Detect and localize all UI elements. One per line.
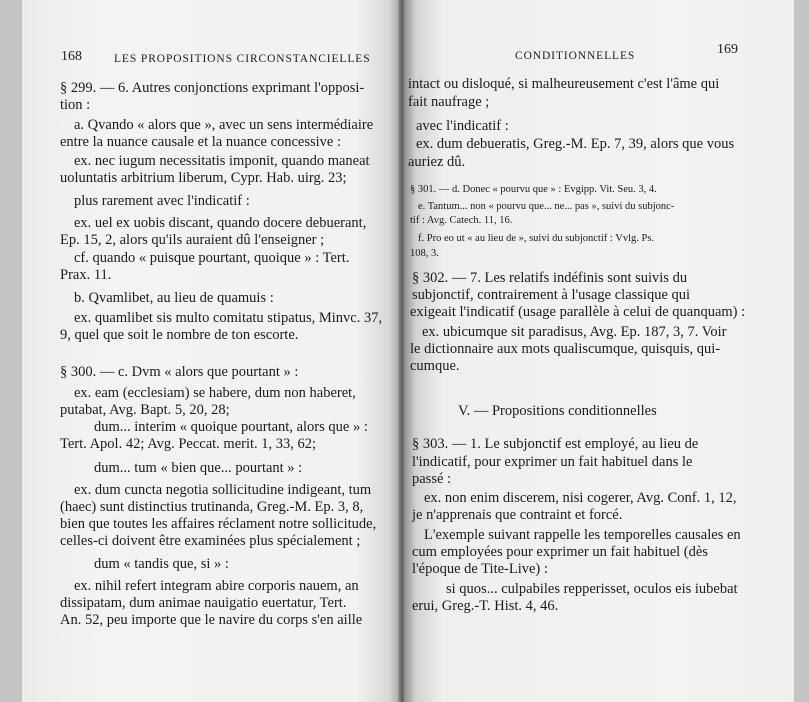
text-line: subjonctif, contrairement à l'usage classique qui — [412, 287, 691, 303]
text-line: cumque. — [410, 358, 460, 374]
left-page — [22, 0, 400, 702]
text-line: je n'apprenais que contraint et forcé. — [412, 507, 623, 523]
right-page — [404, 0, 794, 702]
text-line: ex. ubicumque sit paradisus, Avg. Ep. 187, 3, 7. Voir — [422, 324, 727, 340]
running-head: LES PROPOSITIONS CIRCONSTANCIELLES — [114, 53, 371, 65]
text-line: passé : — [412, 471, 452, 487]
text-line: fait naufrage ; — [408, 94, 490, 110]
text-line: b. Qvamlibet, au lieu de quamuis : — [74, 290, 274, 306]
footnote-line: 108, 3. — [410, 248, 439, 259]
text-line: ex. eam (ecclesiam) se habere, dum non haberet, — [74, 385, 356, 401]
text-line: ex. quamlibet sis multo comitatu stipatus, Minvc. 37, — [74, 310, 383, 326]
text-line: l'époque de Tite-Live) : — [412, 561, 548, 577]
text-line: L'exemple suivant rappelle les temporelles causales en — [424, 527, 741, 543]
footnote-line: f. Pro eo ut « au lieu de », suivi du subjonctif : Vvlg. Ps. — [418, 233, 655, 244]
text-line: ex. non enim discerem, nisi cogerer, Avg. Conf. 1, 12, — [424, 490, 737, 506]
text-line: cf. quando « puisque pourtant, quoique » : Tert. — [74, 250, 350, 266]
text-line: § 303. — 1. Le subjonctif est employé, au lieu de — [412, 436, 699, 452]
text-line: ex. dum debueratis, Greg.-M. Ep. 7, 39, alors que vous — [416, 136, 735, 152]
section-heading: V. — Propositions conditionnelles — [458, 403, 657, 419]
footnote-line: § 301. — d. Donec « pourvu que » : Evgipp. Vit. Seu. 3, 4. — [410, 184, 657, 195]
text-line: § 302. — 7. Les relatifs indéfinis sont suivis du — [412, 270, 688, 286]
text-line: dissipatam, dum animae nauigatio euertatur, Tert. — [60, 595, 347, 611]
text-line: Tert. Apol. 42; Avg. Peccat. merit. 1, 33, 62; — [60, 436, 317, 452]
text-line: cum employées pour exprimer un fait habituel (dès — [412, 544, 708, 560]
text-line: auriez dû. — [408, 154, 466, 170]
text-line: (haec) sunt distinctius trutinanda, Greg.-M. Ep. 3, 8, — [60, 499, 364, 515]
text-line: An. 52, peu importe que le navire du corps s'en aille — [60, 612, 363, 628]
text-line: si quos... culpabiles repperisset, oculos eis iubebat — [446, 581, 738, 597]
text-line: intact ou disloqué, si malheureusement c'est l'âme qui — [408, 76, 720, 92]
text-line: dum... tum « bien que... pourtant » : — [94, 460, 303, 476]
text-line: Prax. 11. — [60, 267, 112, 283]
footnote-line: e. Tantum... non « pourvu que... ne... pas », suivi du subjonc- — [418, 201, 675, 212]
text-line: entre la nuance causale et la nuance concessive : — [60, 134, 341, 150]
text-line: plus rarement avec l'indicatif : — [74, 193, 250, 209]
text-line: uoluntatis arbitrium liberum, Cypr. Hab. uirg. 23; — [60, 170, 347, 186]
footnote-line: tif : Avg. Catech. 11, 16. — [410, 215, 513, 226]
text-line: a. Qvando « alors que », avec un sens intermédiaire — [74, 117, 374, 133]
text-line: ex. nihil refert integram abire corporis nauem, an — [74, 578, 359, 594]
text-line: avec l'indicatif : — [416, 118, 509, 134]
text-line: erui, Greg.-T. Hist. 4, 46. — [412, 598, 559, 614]
text-line: 9, quel que soit le nombre de ton escorte. — [60, 327, 299, 343]
text-line: dum « tandis que, si » : — [94, 556, 229, 572]
text-line: Ep. 15, 2, alors qu'ils auraient dû l'enseigner ; — [60, 232, 325, 248]
text-line: § 300. — c. Dvm « alors que pourtant » : — [60, 364, 299, 380]
page-number: 168 — [61, 49, 82, 64]
text-line: ex. uel ex uobis discant, quando docere debuerant, — [74, 215, 367, 231]
text-line: le dictionnaire aux mots qualiscumque, quisquis, qui- — [410, 341, 721, 357]
text-line: putabat, Avg. Bapt. 5, 20, 28; — [60, 402, 230, 418]
text-line: § 299. — 6. Autres conjonctions exprimant l'opposi- — [60, 80, 365, 96]
page-number: 169 — [717, 42, 738, 57]
text-line: exigeait l'indicatif (usage parallèle à celui de quanquam) : — [410, 304, 746, 320]
text-line: ex. nec iugum necessitatis imponit, quando maneat — [74, 153, 370, 169]
running-head: CONDITIONNELLES — [515, 50, 636, 62]
text-line: celles-ci doivent être examinées plus spécialement ; — [60, 533, 361, 549]
text-line: tion : — [60, 97, 91, 113]
text-line: ex. dum cuncta negotia sollicitudine indigeant, tum — [74, 482, 372, 498]
text-line: dum... interim « quoique pourtant, alors que » : — [94, 419, 368, 435]
text-line: bien que toutes les affaires réclament notre sollicitude, — [60, 516, 377, 532]
text-line: l'indicatif, pour exprimer un fait habituel dans le — [412, 454, 693, 470]
